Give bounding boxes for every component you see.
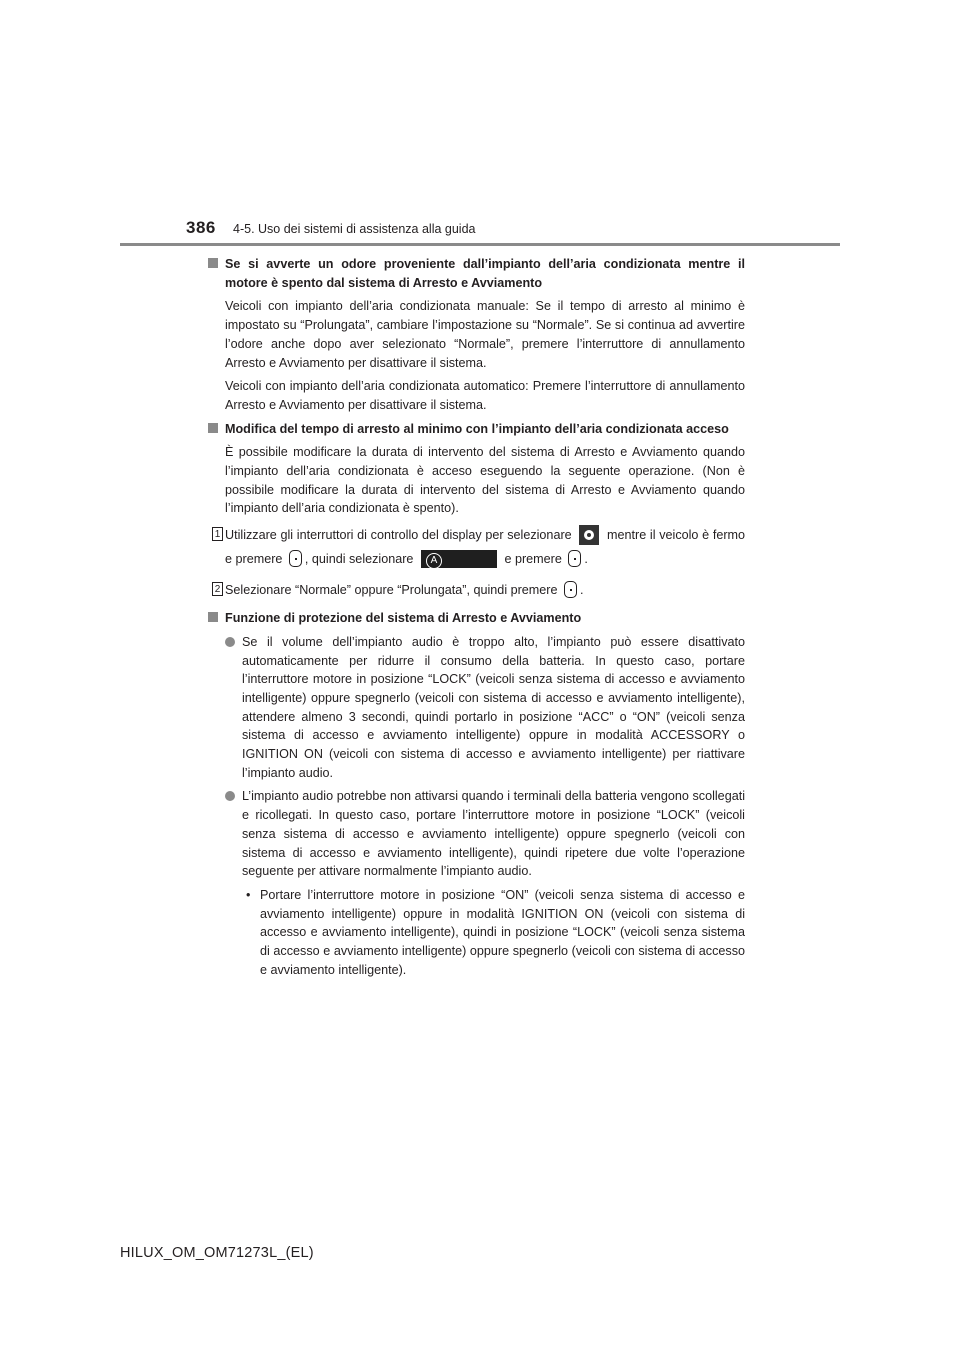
ok-button-icon: [564, 581, 577, 598]
step-1-text-e: .: [584, 552, 588, 567]
step-1-text-d: e premere: [504, 552, 562, 567]
footer-doc-id: HILUX_OM_OM71273L_(EL): [120, 1245, 314, 1261]
step-number-badge: 1: [212, 527, 223, 541]
list-item-battery-text: L’impianto audio potrebbe non attivarsi quando i terminali della batteria vengono scollegati e ricollegati. In questo caso, portare l’interruttore motore in posizione “LOCK” (veicoli senza sistema di accesso e avviamento intelligente) oppure spegnerlo (veicoli con sistema di accesso e avviamento intelligente), quindi ripetere due volte l’operazione seguente per attivare normalmente l’impianto audio.: [242, 789, 745, 879]
step-1: [208, 523, 745, 571]
sub-list-item-text: Portare l’interruttore motore in posizione “ON” (veicoli senza sistema di accesso e avviamento intelligente) oppure in modalità IGNITION ON (veicoli con sistema di accesso e avviamento intelligente), quindi in posizione “LOCK” (veicoli senza sistema di accesso e avviamento intelligente) oppure spegnerlo (veicoli con sistema di accesso e avviamento intelligente).: [260, 887, 745, 977]
heading-odor: [208, 255, 745, 292]
ok-button-icon: [289, 550, 302, 567]
page-content: [208, 255, 745, 985]
auto-a-icon: A: [426, 553, 442, 569]
list-item-volume: [208, 633, 745, 783]
step-1-text-b: mentre il veicolo è fermo e premere: [225, 528, 746, 567]
square-bullet-icon: [208, 612, 218, 622]
ok-button-icon: [568, 550, 581, 567]
paragraph-auto-ac: Veicoli con impianto dell’aria condizionata automatico: Premere l’interruttore di annullamento Arresto e Avviamento per disattivare il sistema.: [225, 379, 745, 412]
square-bullet-icon: [208, 258, 218, 268]
heading-protection: [208, 609, 745, 628]
step-1-text-a: Utilizzare gli interruttori di controllo del display per selezionare: [225, 528, 572, 543]
step-2: [208, 578, 745, 602]
heading-protection-text: Funzione di protezione del sistema di Arresto e Avviamento: [225, 611, 582, 626]
circle-bullet-icon: [225, 791, 235, 801]
list-item-battery: [208, 787, 745, 881]
settings-gear-icon: [579, 525, 599, 545]
auto-ac-menu-icon: [421, 550, 497, 568]
step-number-badge: 2: [212, 582, 223, 596]
square-bullet-icon: [208, 423, 218, 433]
sub-list-item: [208, 886, 745, 980]
list-item-volume-text: Se il volume dell’impianto audio è troppo alto, l’impianto può essere disattivato automaticamente per ridurre il consumo della batteria. In questo caso, portare l’interruttore motore in posizione “LOCK” (veicoli senza sistema di accesso e avviamento intelligente) oppure spegnerlo (veicoli con sistema di accesso e avviamento intelligente), attendere almeno 3 secondi, quindi portarlo in posizione “ACC” o “ON” (veicoli senza sistema di accesso e avviamento intelligente) oppure in modalità ACCESSORY o IGNITION ON (veicoli con sistema di accesso e avviamento intelligente) per riattivare l’impianto audio.: [242, 634, 745, 780]
heading-odor-text: Se si avverte un odore proveniente dall’impianto dell’aria condizionata mentre il motore è spento dal sistema di Arresto e Avviamento: [225, 257, 745, 290]
step-1-text-c: , quindi selezionare: [304, 552, 414, 567]
sub-bullet-mark: •: [246, 887, 251, 902]
step-2-text-b: .: [580, 583, 584, 598]
circle-bullet-icon: [225, 637, 235, 647]
page-number: 386: [186, 218, 216, 237]
heading-idle-time: [208, 420, 745, 439]
paragraph-idle-time: È possibile modificare la durata di intervento del sistema di Arresto e Avviamento quando l’impianto dell’aria condizionata è acceso eseguendo la seguente operazione. (Non è possibile modificare la durata di intervento del sistema di Arresto e Avviamento quando l’impianto dell’aria condizionata è spento).: [225, 445, 745, 516]
section-title: 4-5. Uso dei sistemi di assistenza alla guida: [233, 222, 476, 236]
paragraph-manual-ac: Veicoli con impianto dell’aria condizionata manuale: Se il tempo di arresto al minimo è impostato su “Prolungata”, cambiare l’impostazione su “Normale”. Se si continua ad avvertire l’odore anche dopo aver selezionato “Normale”, premere l’interruttore di annullamento Arresto e Avviamento per disattivare il sistema.: [225, 299, 745, 370]
heading-idle-time-text: Modifica del tempo di arresto al minimo con l’impianto dell’aria condizionata acceso: [225, 421, 729, 436]
step-2-text-a: Selezionare “Normale” oppure “Prolungata”, quindi premere: [225, 583, 558, 598]
header-divider: [120, 243, 840, 246]
